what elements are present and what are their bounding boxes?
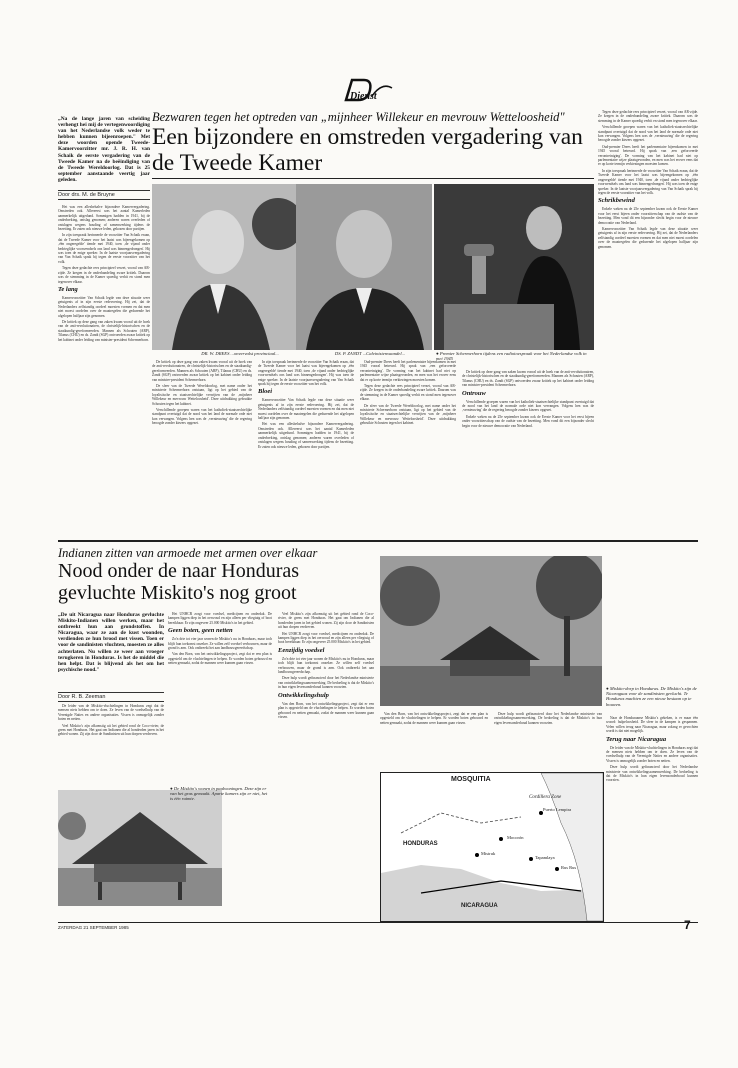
article2-col4 [380,712,488,768]
article2-headline: Nood onder de naar Honduras gevluchte Miskito's nog groot [58,560,300,604]
paragraph: Veel Miskito's zijn afkomstig uit het gebied rond de Coco-rivier, de grens met Honduras. Het gaat om Indianen die al honderden jaren in het gebied wonen. Zij zijn door de Sandinisten uit hun dorpen verdreven. [58,723,164,737]
article1-col5 [462,370,594,536]
logo-text: Dienst [350,91,377,102]
paragraph: Enkele weken na de 25e september kwam ook de Eerste Kamer voor het eerst bijeen onder voorzitterschap van de oudste van de bezetting. Men vond dit een bijzonder slecht begin voor de nieuwe democratie van Nederland. [462,414,594,428]
divider [152,178,594,179]
paragraph: Het was een allesbehalve bijzondere Kamervergadering. Omstreden ook. Allereerst was het aantal Kamerleden aanmerkelijk uitgedund. Sommigen hadden in 1941, bij de onderbreking, ontslag genomen; anderen waren overleden of ontslagen wegens houding of samenwerking tijdens de bezetting. Er zaten ook nieuwe leden, gekozen door partijen. [58,205,150,232]
paragraph: Oud-premier Drees heeft het parlementaire bijeenkomen in mei 1945 vooral betreurd. Hij sprak van ‚een geforceerde verontreiniging'. De vorming van het kabinet had niet op parlementaire wijze plaatsgevonden, en men was het erover eens dat er op korte termijn verkiezingen moesten komen. [360,360,456,382]
map-place: Tapamlaya [535,855,555,860]
paragraph: Verschillende groepen waren van het katholiek-staatsrechtelijke standpunt overtuigd dat de nood van het land de normale orde niet kon vervangen. Volgens hen was de ‚vernieuwing' die de regering beoogde zonder kiezers opgezet. [152,408,252,426]
article1-kicker: Bezwaren tegen het optreden van „mijnheer Willekeur en mevrouw Wetteloosheid" [152,110,565,124]
article2-lead: „De uit Nicaragua naar Honduras gevluchte Miskito-Indianen willen werken, maar het ontbreekt hun aan grondstoffen. In Nicaragua, waar ze aan de kust woonden, verdienden ze hun brood met vissen. Toen er voor de sandinisten vluchten, moesten ze alles achterlaten. Nu willen ze weer aan vroeger terugkeren in Honduras. Is het de middel die hen helpt. Dat is blijvend als het om het psychische nood." [58,612,164,673]
photo-zandt [296,184,432,350]
subhead-te-lang: Te lang [58,285,78,293]
paragraph: Kamervoorzitter Van Schaik legde van deze situatie weer getuigenis af in zijn eerste redevoering. Hij zei, dat de Nederlanders zelfstandig oordeel moesten vormen en dat men niet moest oordelen over de maatregelen die gedurende het afgelopen halfjaar zijn genomen. [598,226,698,249]
paragraph: Van den Born, van het ontwikkelingsproject, zegt dat er een plan is opgesteld om de vluchtelingen te helpen. Er worden boten gebouwd en netten gemaakt, zodat de mannen weer kunnen gaan vissen. [168,652,272,666]
section-divider [58,540,698,542]
map-zone: Cordillera Zone [529,795,562,800]
paragraph: De sfeer van de Tweede Wereldoorlog, met name onder het ministerie Schermerhorn ontstaan, ligt op het gebied van de loyalistische en staatsrechtelijke verwijten van de ‚mijnheer Willekeur en mevrouw Wetteloosheid'. Deze uitdrukking gebruikte Schouten tegen het kabinet. [360,403,456,426]
paragraph: Tegen deze gedachte rees principieel verzet, vooral van AR-zijde. Ze kregen in de onderhandeling zware kritiek. Daarom was de stemming in de Kamer spoedig verhit en stond men tegenover elkaar. [58,266,150,284]
subhead-terug: Terug naar Nicaragua [606,735,667,743]
caption-paalwoning: ● De Miskito's wonen in paalwoningen. Deze zijn er van het gras gemaakt. Aparte kamers zijn er niet, het is één ruimte. [170,786,268,802]
article2-col3 [278,612,374,902]
paragraph: Het was een allesbehalve bijzondere Kamervergadering. Omstreden ook. Allereerst was het aantal Kamerleden aanmerkelijk uitgedund. Sommigen hadden in 1941, bij de onderbreking, ontslag genomen; anderen waren overleden of ontslagen wegens houding of samenwerking tijdens de bezetting. Er zaten ook nieuwe leden, gekozen door partijen. [258,422,354,449]
paragraph: Enkele weken na de 25e september kwam ook de Eerste Kamer voor het eerst bijeen onder voorzitterschap van de oudste van de bezetting. Men vond dit een bijzonder slecht begin voor de nieuwe democratie van Nederland. [598,207,698,225]
article1-lead: „Na de lange jaren van scheiding verhengt hei mij de vertegenwoordiging van het Nederlandse volk weder te hebben kunnen bijeenroepen." Met deze woorden opende Tweede-Kamervoorzitter mr. J. R. H. van Schaik de eerste vergadering van de Tweede Kamer na de beëindiging van de Tweede Wereldoorlog. Dat is 25 september aanstaande veertig jaar geleden. [58,116,150,183]
paragraph: Verschillende groepen waren van het katholiek-staatsrechtelijke standpunt overtuigd dat de nood van het land de normale orde niet kon vervangen. Volgens hen was de ‚vernieuwing' die de regering beoogde zonder kiezers opgezet. [462,399,594,413]
map-mosquitia [380,772,604,922]
portrait-icon [152,184,296,350]
map-icon [381,773,603,921]
caption-village: ● Miskito-dorp in Honduras. De Miskito's zijn de Nicaraguas voor de sandinisten gevlucht. Te Honduras machten ze een nieuw bestaan op te bouwen. [606,686,697,707]
hut-icon [58,790,222,906]
map-country-nicaragua: NICARAGUA [461,903,498,909]
paragraph: De leider van de Miskito-vluchtelingen in Honduras zegt dat de mensen niets hebben om te doen. Ze leven van de voedselhulp van de Verenigde Naties en andere organisaties. Vissen is onmogelijk zonder boten en netten. [58,704,164,722]
paragraph: In zijn toespraak herinnerde de voorzitter Van Schaik eraan, dat de Tweede Kamer voor het laatst was bijeengekomen op ‚één ongeregelde' tiende mei 1940, toen ‚de vijand onder bedrieglijke voorwendsels ons land was binnengedrongen'. Hij was toen de enige spreker. In de laatste voorjaarsvergadering van Van Schaik sprak hij tegen de eerste voorzitter van het volk. [258,360,354,387]
paragraph: In zijn toespraak herinnerde de voorzitter Van Schaik eraan, dat de Tweede Kamer voor het laatst was bijeengekomen op ‚één ongeregelde' tiende mei 1940, toen ‚de vijand onder bedrieglijke voorwendsels ons land was binnengedrongen'. Hij was toen de enige spreker. In de laatste voorjaarsvergadering van Van Schaik sprak hij tegen de eerste voorzitter van het volk. [598,168,698,195]
paragraph: Deze hulp wordt gefinancierd door het Nederlandse ministerie van ontwikkelingssamenwerking. De bedoeling is dat de Miskito's in hun eigen levensonderhoud kunnen voorzien. [278,676,374,690]
paragraph: Veel Miskito's zijn afkomstig uit het gebied rond de Coco-rivier, de grens met Honduras. Het gaat om Indianen die al honderden jaren in het gebied wonen. Zij zijn door de Sandinisten uit hun dorpen verdreven. [278,612,374,630]
map-place: Puerto Lempira [543,807,572,812]
subhead-ontrouw: Ontrouw [462,389,486,397]
map-country-honduras: HONDURAS [403,841,438,847]
paragraph: De leider van de Miskito-vluchtelingen in Honduras zegt dat de mensen niets hebben om te doen. Ze leven van de voedselhulp van de Verenigde Naties en andere organisaties. Vissen is onmogelijk zonder boten en netten. [606,745,698,763]
paragraph: Deze hulp wordt gefinancierd door het Nederlandse ministerie van ontwikkelingssamenwerking. De bedoeling is dat de Miskito's in hun eigen levensonderhoud kunnen voorzien. [494,712,602,725]
map-place: Rus Rus [561,865,577,870]
subhead-ontwikkelingshulp: Ontwikkelingshulp [278,691,329,699]
subhead-geen-boten: Geen boten, geen netten [168,627,233,635]
map-title: MOSQUITIA [451,776,491,783]
article1-headline: Een bijzondere en omstreden vergadering van de Tweede Kamer [152,124,583,176]
article2-col1 [58,704,164,786]
paragraph: Het UNHCR zorgt voor voedsel, medicijnen en onderdak. De kampen liggen diep in het oerwoud en zijn alleen per vliegtuig of boot bereikbaar. Er zijn ongeveer 25.000 Miskito's in het gebied. [168,612,272,625]
article2-col5 [494,712,602,768]
paragraph: Kamervoorzitter Van Schaik legde van deze situatie weer getuigenis af in zijn eerste redevoering. Hij zei, dat de Nederlanders zelfstandig oordeel moesten vormen en dat men niet moest oordelen over de maatregelen die gedurende het afgelopen halfjaar zijn genomen. [58,295,150,318]
paragraph: De sfeer van de Tweede Wereldoorlog, met name onder het ministerie Schermerhorn ontstaan, ligt op het gebied van de loyalistische en staatsrechtelijke verwijten van de ‚mijnheer Willekeur en mevrouw Wetteloosheid'. Deze uitdrukking gebruikte Schouten tegen het kabinet. [152,384,252,406]
paragraph: Zo'n drie tot vier jaar wonen de Miskito's nu in Honduras, maar toch blijft hun toekomst onzeker. Ze willen zelf voedsel verbouwen, maar de grond is arm. Ook ontbreekt het aan landbouwgereedschap. [278,656,374,675]
article1-col3 [258,360,354,536]
subhead-schrikbewind: Schrikbewind [598,197,635,205]
paragraph: Het UNHCR zorgt voor voedsel, medicijnen en onderdak. De kampen liggen diep in het oerwoud en zijn alleen per vliegtuig of boot bereikbaar. Er zijn ongeveer 25.000 Miskito's in het gebied. [278,631,374,645]
paragraph: Zo'n drie tot vier jaar wonen de Miskito's nu in Honduras, maar toch blijft hun toekomst onzeker. Ze willen zelf voedsel verbouwen, maar de grond is arm. Ook ontbreekt het aan landbouwgereedschap. [168,637,272,651]
page-number: 7 [684,918,691,932]
paragraph: De kritiek op deze gang van zaken kwam vooral uit de hoek van de anti-revolutionairen, de christelijk-historischen en de staatkundig-gereformeerden. Mannen als Schouten (ARP), Tilanus (CHU) en ds. Zandt (SGP) ontvoerden zwaar kritiek op het kabinet onder leiding van minister-president Schermerhorn. [462,370,594,388]
radio-speech-icon [434,184,594,350]
footer-date: ZATERDAG 21 SEPTEMBER 1985 [58,925,129,930]
article2-kicker: Indianen zitten van armoede met armen over elkaar [58,546,318,560]
caption-drees: DR. W. DREES ...onvervalst provinciaal... [201,351,279,356]
article2-col6 [606,716,698,916]
caption-schermerhorn: ● Premier Schermerhorn tijdens een radiotoespraak voor het Nederlandse volk in mei 1945 [436,351,587,362]
article1-col4 [360,360,456,536]
paragraph: De kritiek op deze gang van zaken kwam vooral uit de hoek van de anti-revolutionairen, de christelijk-historischen en de staatkundig-gereformeerden. Mannen als Schouten (ARP), Tilanus (CHU) en ds. Zandt (SGP) ontvoerden zwaar kritiek op het kabinet onder leiding van minister-president Schermerhorn. [58,319,150,342]
paragraph: Verschillende groepen waren van het katholiek-staatsrechtelijke standpunt overtuigd dat de nood van het land de normale orde niet kon vervangen. Volgens hen was de ‚vernieuwing' die de regering beoogde zonder kiezers opgezet. [598,125,698,143]
caption-zandt: DS. P. ZANDT ...Calvinistenvaandel... [334,351,406,356]
village-icon [380,556,602,706]
logo [342,76,396,106]
subhead-bloei: Bloei [258,388,273,396]
photo-miskito-village [380,556,602,706]
photo-miskito-hut [58,790,222,906]
subhead-eenzijdig: Eenzijdig voedsel [278,646,325,654]
article2-byline: Door R. B. Zeeman [58,692,164,702]
paragraph: Deze hulp wordt gefinancierd door het Nederlandse ministerie van ontwikkelingssamenwerking. De bedoeling is dat de Miskito's in hun eigen levensonderhoud kunnen voorzien. [606,765,698,783]
map-place: Mistruk [481,851,496,856]
paragraph: Naar de Honduraanse Miskito's gekeken, is er maar één woord: hulpeloosheid. De sfeer in de kampen is gespannen. Velen willen terug naar Nicaragua, maar zolang er gevochten wordt is dat niet mogelijk. [606,716,698,734]
paragraph: Oud-premier Drees heeft het parlementaire bijeenkomen in mei 1945 vooral betreurd. Hij sprak van ‚een geforceerde verontreiniging'. De vorming van het kabinet had niet op parlementaire wijze plaatsgevonden, en men was het erover eens dat er op korte termijn verkiezingen moesten komen. [598,144,698,167]
photo-schermerhorn [434,184,594,350]
article2-col2 [168,612,272,784]
photo-drees [152,184,296,350]
paragraph: In zijn toespraak herinnerde de voorzitter Van Schaik eraan, dat de Tweede Kamer voor het laatst was bijeengekomen op ‚één ongeregelde' tiende mei 1940, toen ‚de vijand onder bedrieglijke voorwendsels ons land was binnengedrongen'. Hij was toen de enige spreker. In de laatste voorjaarsvergadering van Van Schaik sprak hij tegen de eerste voorzitter van het volk. [58,233,150,264]
paragraph: De kritiek op deze gang van zaken kwam vooral uit de hoek van de anti-revolutionairen, de christelijk-historischen en de staatkundig-gereformeerden. Mannen als Schouten (ARP), Tilanus (CHU) en ds. Zandt (SGP) ontvoerden zwaar kritiek op het kabinet onder leiding van minister-president Schermerhorn. [152,360,252,382]
paragraph: Tegen deze gedachte rees principieel verzet, vooral van AR-zijde. Ze kregen in de onderhandeling zware kritiek. Daarom was de stemming in de Kamer spoedig verhit en stond men tegenover elkaar. [360,384,456,402]
article1-col2 [152,360,252,536]
article1-col1 [58,205,150,535]
paragraph: Van den Born, van het ontwikkelingsproject, zegt dat er een plan is opgesteld om de vluchtelingen te helpen. Er worden boten gebouwd en netten gemaakt, zodat de mannen weer kunnen gaan vissen. [380,712,488,725]
paragraph: Kamervoorzitter Van Schaik legde van deze situatie weer getuigenis af in zijn eerste redevoering. Hij zei, dat de Nederlanders zelfstandig oordeel moesten vormen en dat men niet moest oordelen over de maatregelen die gedurende het afgelopen halfjaar zijn genomen. [258,398,354,421]
article1-byline: Door drs. M. de Bruyne [58,190,150,200]
paragraph: Van den Born, van het ontwikkelingsproject, zegt dat er een plan is opgesteld om de vluchtelingen te helpen. Er worden boten gebouwd en netten gemaakt, zodat de mannen weer kunnen gaan vissen. [278,701,374,719]
article1-col6 [598,110,698,536]
map-place: Mocorón [507,835,524,840]
paragraph: Tegen deze gedachte rees principieel verzet, vooral van AR-zijde. Ze kregen in de onderhandeling zware kritiek. Daarom was de stemming in de Kamer spoedig verhit en stond men tegenover elkaar. [598,110,698,123]
portrait-icon [296,184,432,350]
footer-rule [58,922,698,923]
